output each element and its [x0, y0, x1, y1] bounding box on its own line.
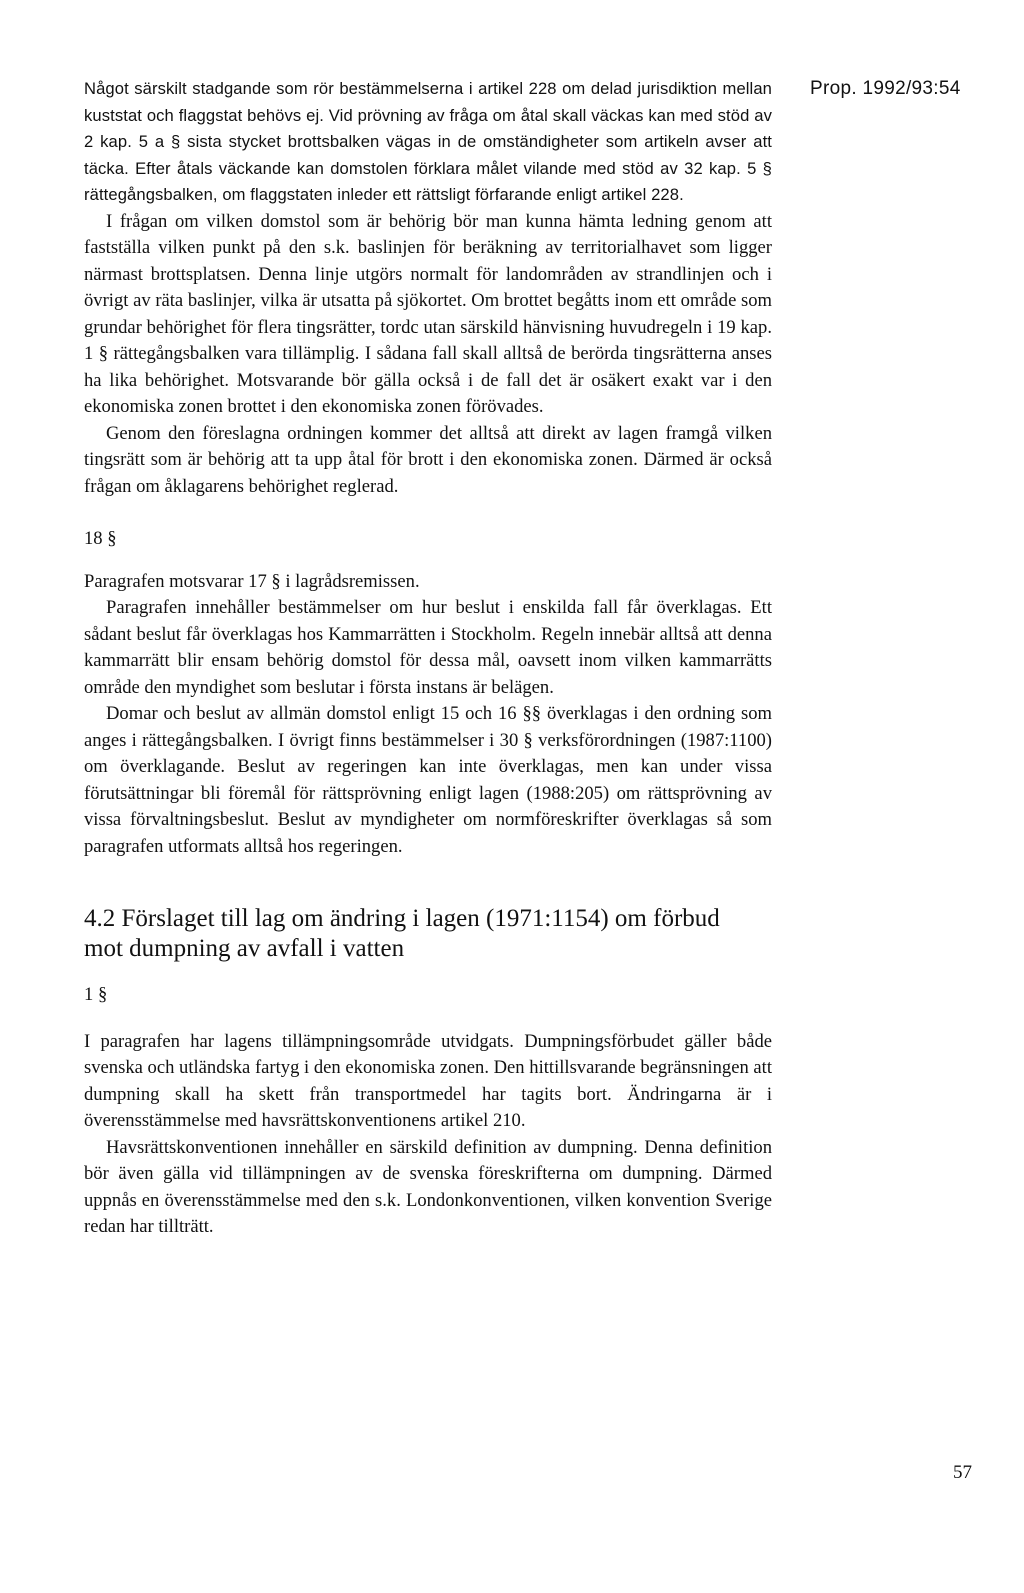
section-1-mark: 1 § [84, 984, 108, 1005]
section-4-2-paragraph-1: I paragrafen har lagens tillämpningsområde utvidgats. Dumpningsförbudet gäller både svenska och utländska fartyg i den ekonomiska zonen. Den hittillsvarande begränsningen att dumpning skall ha skett från transportmedel har tagits bort. Ändringarna är i överensstämmelse med havsrättskonventionens artikel 210. [84, 1030, 772, 1131]
page-number: 57 [953, 1462, 972, 1483]
section-4-2-heading: 4.2 Förslaget till lag om ändring i lagen (1971:1154) om förbud mot dumpning av avfall i vatten [84, 905, 720, 962]
document-body [84, 76, 772, 1241]
paragraph-intro-2: I frågan om vilken domstol som är behörig bör man kunna hämta ledning genom att fastställa vilken punkt på den s.k. baslinjen för beräkning av territorialhavet som ligger närmast brottsplatsen. Denna linje utgörs normalt för landområden av strandlinjen och i övrigt av räta baslinjer, vilka är utsatta på sjökortet. Om brottet begåtts inom ett område som grundar behörighet för flera tingsrätter, tordc utan särskild hänvisning huvudregeln i 19 kap. 1 § rättegångsbalken vara tillämplig. I sådana fall skall alltså de berörda tingsrätterna anses ha lika behörighet. Motsvarande bör gälla också i de fall det är osäkert exakt var i den ekonomiska zonen brottet i den ekonomiska zonen förövades. [84, 210, 772, 417]
section-18-paragraph-1: Paragrafen motsvarar 17 § i lagrådsremissen. [84, 570, 420, 592]
paragraph-intro-1: Något särskilt stadgande som rör bestämmelserna i artikel 228 om delad jurisdiktion mellan kuststat och flaggstat behövs ej. Vid prövning av fråga om åtal skall väckas kan med stöd av 2 kap. 5 a § sista stycket brottsbalken vägas in de omständigheter som artikeln avser att täcka. Efter åtals väckande kan domstolen förklara målet vilande med stöd av 32 kap. 5 § rättegångsbalken, om flaggstaten inleder ett rättsligt förfarande enligt artikel 228. [84, 79, 772, 204]
section-18-paragraph-2: Paragrafen innehåller bestämmelser om hur beslut i enskilda fall får överklagas. Ett sådant beslut får överklagas hos Kammarrätten i Stockholm. Regeln innebär alltså att denna kammarrätt blir ensam behörig domstol för dessa mål, oavsett inom vilken kammarrätts område den myndighet som beslutar i första instans är belägen. [84, 597, 772, 698]
section-18-paragraph-3: Domar och beslut av allmän domstol enligt 15 och 16 §§ överklagas i den ordning som anges i rättegångsbalken. I övrigt finns bestämmelser i 30 § verksförordningen (1987:1100) om överklagande. Beslut av regeringen kan inte överklagas, men kan under vissa förutsättningar bli föremål för rättsprövning enligt lagen (1988:205) om rättsprövning av vissa förvaltningsbeslut. Beslut av myndigheter om normföreskrifter överklagas så som paragrafen utformats alltså hos regeringen. [84, 703, 772, 857]
section-4-2-paragraph-2: Havsrättskonventionen innehåller en särskild definition av dumpning. Denna definition bör även gälla vid tillämpningen av de svenska föreskrifterna om dumpning. Därmed uppnås en överensstämmelse med den s.k. Londonkonventionen, vilken konvention Sverige redan har tillträtt. [84, 1136, 772, 1237]
proposition-reference: Prop. 1992/93:54 [810, 78, 961, 99]
section-18-mark: 18 § [84, 528, 117, 549]
paragraph-intro-3: Genom den föreslagna ordningen kommer det alltså att direkt av lagen framgå vilken tingsrätt som är behörig att ta upp åtal för brott i den ekonomiska zonen. Därmed är också frågan om åklagarens behörighet reglerad. [84, 422, 772, 497]
